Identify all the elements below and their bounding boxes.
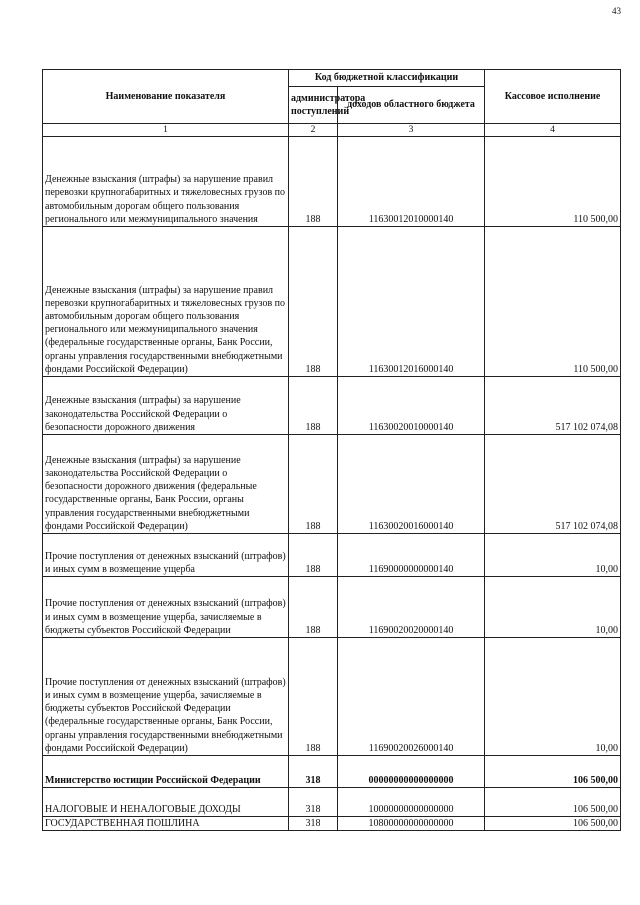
row-admin: 318 [289,817,338,831]
row-amount: 106 500,00 [485,817,621,831]
row-name: НАЛОГОВЫЕ И НЕНАЛОГОВЫЕ ДОХОДЫ [43,788,289,817]
col-number-3: 3 [338,124,485,137]
row-code: 11630020010000140 [338,377,485,435]
row-amount: 110 500,00 [485,227,621,377]
table-row [43,227,621,377]
row-admin: 188 [289,534,338,577]
col-number-4: 4 [485,124,621,137]
budget-table [42,69,621,831]
row-name: Министерство юстиции Российской Федерации [43,756,289,788]
header-admin: администратора поступлений [289,87,338,124]
row-name: Прочие поступления от денежных взысканий (штрафов) и иных сумм в возмещение ущерба [43,534,289,577]
row-code: 10800000000000000 [338,817,485,831]
row-code: 11690020020000140 [338,577,485,638]
table-row [43,817,621,831]
row-name: Денежные взыскания (штрафы) за нарушение правил перевозки крупногабаритных и тяжеловесных грузов по автомобильным дорогам общего пользования регионального или межмуниципального значения [43,137,289,227]
row-amount: 10,00 [485,534,621,577]
table-row [43,788,621,817]
row-name: Денежные взыскания (штрафы) за нарушение законодательства Российской Федерации о безопасности дорожного движения (федеральные государственные органы, Банк России, органы управления государственными внебюджетными фондами Российской Федерации) [43,435,289,534]
row-amount: 106 500,00 [485,788,621,817]
row-code: 11630020016000140 [338,435,485,534]
row-code: 10000000000000000 [338,788,485,817]
row-name: Денежные взыскания (штрафы) за нарушение правил перевозки крупногабаритных и тяжеловесных грузов по автомобильным дорогам общего пользования регионального или межмуниципального значения (федеральные государственные органы, Банк России, органы управления государственными внебюджетными фондами Российской Федерации) [43,227,289,377]
row-name: Прочие поступления от денежных взысканий (штрафов) и иных сумм в возмещение ущерба, зачисляемые в бюджеты субъектов Российской Федерации (федеральные государственные органы, Банк России, органы управления государственными внебюджетными фондами Российской Федерации) [43,638,289,756]
row-admin: 188 [289,638,338,756]
col-number-2: 2 [289,124,338,137]
row-amount: 106 500,00 [485,756,621,788]
header-exec: Кассовое исполнение [485,70,621,124]
row-admin: 188 [289,227,338,377]
row-admin: 188 [289,377,338,435]
row-code: 11690020026000140 [338,638,485,756]
table-row [43,534,621,577]
row-amount: 517 102 074,08 [485,435,621,534]
row-code: 00000000000000000 [338,756,485,788]
table-row [43,756,621,788]
row-name: Денежные взыскания (штрафы) за нарушение законодательства Российской Федерации о безопасности дорожного движения [43,377,289,435]
table-row [43,577,621,638]
row-code: 11690000000000140 [338,534,485,577]
row-amount: 517 102 074,08 [485,377,621,435]
row-name: Прочие поступления от денежных взысканий (штрафов) и иных сумм в возмещение ущерба, зачисляемые в бюджеты субъектов Российской Федерации [43,577,289,638]
row-amount: 110 500,00 [485,137,621,227]
header-name: Наименование показателя [43,70,289,124]
row-admin: 188 [289,577,338,638]
row-code: 11630012010000140 [338,137,485,227]
row-admin: 318 [289,788,338,817]
row-admin: 318 [289,756,338,788]
header-income: доходов областного бюджета [338,87,485,124]
row-amount: 10,00 [485,577,621,638]
table-row [43,435,621,534]
page-number: 43 [612,6,621,16]
table-row [43,377,621,435]
row-code: 11630012016000140 [338,227,485,377]
row-amount: 10,00 [485,638,621,756]
row-name: ГОСУДАРСТВЕННАЯ ПОШЛИНА [43,817,289,831]
col-number-1: 1 [43,124,289,137]
table-row [43,137,621,227]
header-kbk: Код бюджетной классификации [289,70,485,87]
table-row [43,638,621,756]
row-admin: 188 [289,137,338,227]
row-admin: 188 [289,435,338,534]
